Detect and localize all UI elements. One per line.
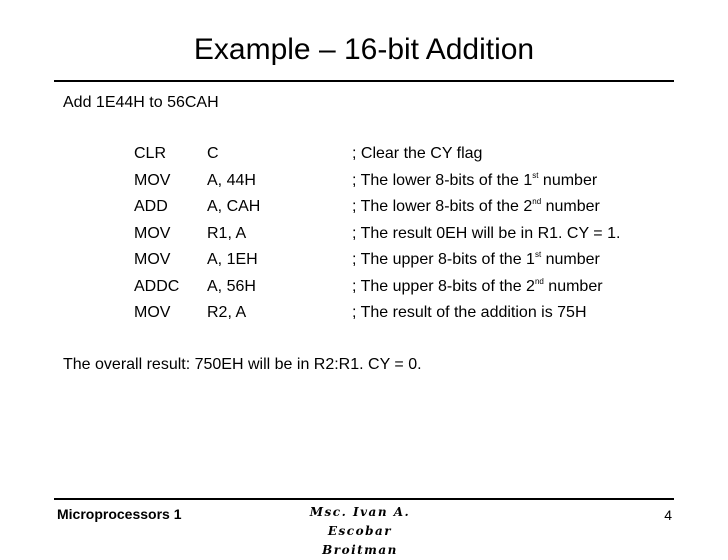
comment-tail: number <box>541 198 600 216</box>
comment <box>352 274 620 301</box>
mnemonic: ADDC <box>134 277 180 295</box>
footer-author <box>284 503 436 560</box>
mnemonic: MOV <box>134 224 171 242</box>
comment <box>352 168 620 195</box>
comment <box>352 141 620 168</box>
ordinal-suffix: st <box>532 170 539 180</box>
comment <box>352 221 620 248</box>
intro-text: Add 1E44H to 56CAH <box>63 94 219 111</box>
code-line <box>134 274 620 301</box>
title-divider <box>54 80 674 82</box>
operands: A, 44H <box>207 171 256 189</box>
author-name: Msc. Ivan A. Escobar <box>309 505 411 538</box>
comment-text: ; The upper 8-bits of the 2 <box>352 277 535 295</box>
comment-tail: number <box>543 277 603 295</box>
mnemonic: MOV <box>134 171 171 189</box>
code-line <box>134 141 620 168</box>
code-line <box>134 300 620 327</box>
code-line <box>134 221 620 248</box>
page-number: 4 <box>664 507 672 523</box>
operands: A, 56H <box>207 277 256 295</box>
slide-title: Example – 16-bit Addition <box>193 33 535 66</box>
operands: A, CAH <box>207 198 261 216</box>
summary-text: The overall result: 750EH will be in R2:R1. CY = 0. <box>63 356 422 373</box>
comment-tail: number <box>541 251 600 269</box>
code-line <box>134 168 620 195</box>
ordinal-suffix: nd <box>532 197 542 207</box>
mnemonic: ADD <box>134 198 168 216</box>
comment <box>352 247 620 274</box>
author-surname: Broitman <box>322 543 398 557</box>
ordinal-suffix: st <box>534 250 542 260</box>
ordinal-suffix: nd <box>534 276 544 286</box>
mnemonic: MOV <box>134 304 171 322</box>
operands: A, 1EH <box>207 251 258 269</box>
comment <box>352 300 620 327</box>
comment <box>352 194 620 221</box>
mnemonic: CLR <box>134 145 167 163</box>
comment-text: ; The result of the addition is 75H <box>352 304 587 322</box>
operands: C <box>207 145 219 163</box>
comment-text: ; The lower 8-bits of the 2 <box>352 198 533 216</box>
footer-course: Microprocessors 1 <box>57 506 182 522</box>
operands: R2, A <box>207 304 247 322</box>
comment-tail: number <box>538 171 598 189</box>
code-line <box>134 194 620 221</box>
comment-text: ; The upper 8-bits of the 1 <box>352 251 535 269</box>
operands: R1, A <box>207 224 247 242</box>
code-line <box>134 247 620 274</box>
code-listing <box>134 141 620 327</box>
mnemonic: MOV <box>134 251 171 269</box>
comment-text: ; The result 0EH will be in R1. CY = 1. <box>352 224 621 242</box>
footer-divider <box>54 498 674 500</box>
comment-text: ; The lower 8-bits of the 1 <box>352 171 533 189</box>
comment-text: ; Clear the CY flag <box>352 145 483 163</box>
